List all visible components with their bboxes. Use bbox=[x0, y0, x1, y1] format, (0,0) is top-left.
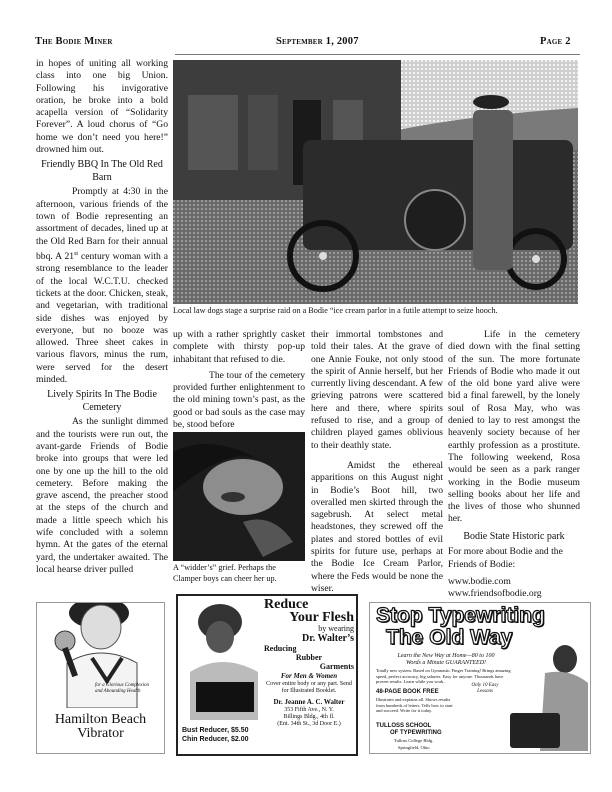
section-heading-cemetery: Lively Spirits In The Bodie Cemetery bbox=[47, 389, 157, 413]
ad-body: Cover entire body or any part. Send for Illustrated Booklet. bbox=[266, 681, 352, 694]
issue-date: September 1, 2007 bbox=[276, 36, 359, 47]
main-photo-caption: Local law dogs stage a surprise raid on a Bodie “ice cream parlor in a futile attempt to seize hooch. bbox=[173, 306, 498, 315]
main-photo bbox=[173, 60, 578, 304]
paragraph: The tour of the cemetery provided further enlightenment to the old mining town’s past, as the good or bad souls as the case may be, stood before bbox=[173, 369, 305, 431]
paragraph: Amidst the ethereal apparitions on this August night in Bodie’s Boot hill, two overalled men skirted through the sagebrush. At select metal headstones, they screwed off the plates and stored bottles of evil spirits for future use, perhaps at the Bodie Ice Cream Parlor, where the Feds would be none the wiser. bbox=[311, 459, 443, 594]
widow-photo bbox=[173, 432, 305, 561]
ad-dr-walters bbox=[176, 594, 358, 756]
school-line4: Springfield, Ohio bbox=[398, 745, 430, 750]
publication-title: The Bodie Miner bbox=[35, 36, 113, 47]
links-list bbox=[448, 576, 580, 601]
book-body: Illustrates and explains all. Shows results from hundreds of letters. Tells how to start and succeed. Write for it today. bbox=[376, 697, 453, 713]
sub-line2: Words a Minute GUARANTEED! bbox=[405, 660, 487, 666]
ad-stop-typewriting bbox=[369, 602, 591, 754]
typist-illustration-icon bbox=[510, 643, 588, 751]
address-3: (Ent. 34th St., 3d Door E.) bbox=[277, 721, 341, 727]
headline-2: The Old Way bbox=[386, 626, 513, 649]
contact-name: Dr. Jeanne A. C. Walter bbox=[273, 698, 345, 706]
column-2 bbox=[173, 329, 305, 431]
paragraph: their immortal tombstones and told their tales. At the grave of one Annie Fouke, not only stood the spirit of Annie herself, but her currently living descendant. A few grieving patrons were scattered here and there, where spirits refused to rise, and a group of children played games oblivious to their deathly state. bbox=[311, 329, 443, 451]
link-bodie[interactable]: www.bodie.com bbox=[448, 575, 511, 587]
school-line2: OF TYPEWRITING bbox=[390, 730, 442, 736]
ad-title-line2: Vibrator bbox=[77, 726, 124, 741]
product-line2: Rubber bbox=[295, 653, 323, 662]
link-friends-of-bodie[interactable]: www.friendsofbodie.org bbox=[448, 588, 542, 600]
section-heading-bbq: Friendly BBQ In The Old Red Barn bbox=[41, 159, 163, 183]
ad-prices bbox=[182, 726, 262, 744]
ad-hamilton-beach bbox=[36, 602, 165, 754]
paragraph bbox=[36, 186, 168, 386]
woman-in-corset-illustration-icon bbox=[182, 602, 266, 720]
paragraph: As the sunlight dimmed and the tourists were run out, the avant-garde Friends of Bodie broke into groups that were led one by one up the hill to the old cemetery. Before making the grave ascend, the preacher stood at the steps of the church and made a little speech which his wife concluded with a solemn hymn. At the gates of the eternal yard, the undertaker awaited. The local hearse driver pulled bbox=[36, 416, 168, 575]
text-span: Promptly at 4:30 in the afternoon, various friends of the town of Bodie representing an assortment of decades, lined up at the Old Red Barn for their annual bbq. A 21 bbox=[36, 186, 168, 263]
sub-line1: Learn the New Way at Home—80 to 100 bbox=[397, 653, 495, 659]
school-name bbox=[376, 723, 476, 751]
page-number: Page 2 bbox=[540, 36, 571, 47]
ad-title-line1: Hamilton Beach bbox=[54, 712, 147, 727]
product-line1: Reducing bbox=[264, 644, 297, 653]
widow-photo-caption: A “widder’s” grief. Perhaps the Clamper boys can cheer her up. bbox=[173, 563, 277, 583]
superscript: st bbox=[74, 250, 79, 257]
column-4 bbox=[448, 329, 580, 600]
headline-1: Stop Typewriting bbox=[376, 604, 545, 627]
price-bust: Bust Reducer, $5.50 bbox=[182, 727, 249, 734]
product-line3: Garments bbox=[319, 662, 354, 671]
section-heading-park: Bodie State Historic park bbox=[463, 530, 565, 542]
price-chin: Chin Reducer, $2.00 bbox=[182, 736, 249, 743]
headline-1: Reduce bbox=[264, 597, 309, 612]
column-1 bbox=[36, 58, 168, 576]
widow-portrait-icon bbox=[173, 432, 305, 561]
brand-name: Dr. Walter’s bbox=[301, 633, 354, 644]
paragraph: up with a rather sprightly casket complete with thirsty pop-up inhabitant that refused to die. bbox=[173, 329, 305, 365]
address-1: 353 Fifth Ave., N. Y. bbox=[284, 707, 334, 713]
more-info-text: For more about Bodie and the Friends of Bodie: bbox=[448, 546, 563, 570]
ad-body: Totally new system. Based on Gymnastic Finger Training! Brings amazing speed, perfect accuracy, big salaries. Easy for anyone. Thousands have proven results. Learn while you work. bbox=[376, 668, 511, 684]
audience: For Men & Women bbox=[280, 672, 338, 680]
paragraph: in hopes of uniting all working class into one big Union. Following his invigorative oration, he broke into a bold acapella version of “Solidarity Forever”. A loud chorus of “Go home we don’t need you here!” drowned him out. bbox=[36, 58, 168, 156]
column-3 bbox=[311, 329, 443, 595]
ad-copy bbox=[264, 598, 354, 728]
school-line1: TULLOSS SCHOOL bbox=[376, 723, 432, 729]
paragraph: Life in the cemetery died down with the final setting of the sun. The more fortunate Friends of Bodie who made it out of the old bone yard alive were bid a final farewell, by the lonely soul of Rosa May, who was denied to lay to rest amongst the heavenly society because of her earthly profession as a prostitute. The following weekend, Rosa would be seen as a park ranger working in the Bodie museum selling books about her life and the lives of those who shunned her. bbox=[448, 329, 580, 525]
free-book: 48-PAGE BOOK FREE bbox=[376, 689, 439, 695]
model-t-car-photo-icon bbox=[173, 60, 578, 304]
text-span: century woman with a strong resemblance to the leader of the local W.C.T.U. checked tickets at the door. Chicken, steak, and vegetarian, with traditional side dishes was enjoyed by everyone, but no booze was allowed. Three sheet cakes in various flavors, minus the rum, were served for the desert minded. bbox=[36, 251, 168, 386]
by-wearing: by wearing bbox=[318, 624, 354, 633]
ad-title bbox=[37, 713, 164, 741]
headline-2: Your Flesh bbox=[289, 610, 354, 625]
ad-subheadline bbox=[376, 653, 516, 667]
ad-tagline: for a Glorious Complexion and Abounding Health bbox=[95, 683, 150, 694]
address-2: Billings Bldg., 4th fl. bbox=[283, 714, 335, 720]
header-rule bbox=[175, 54, 580, 55]
school-line3: Tulloss College Bldg. bbox=[394, 738, 434, 743]
lessons-note: Only 10 Easy Lessons bbox=[471, 683, 499, 694]
